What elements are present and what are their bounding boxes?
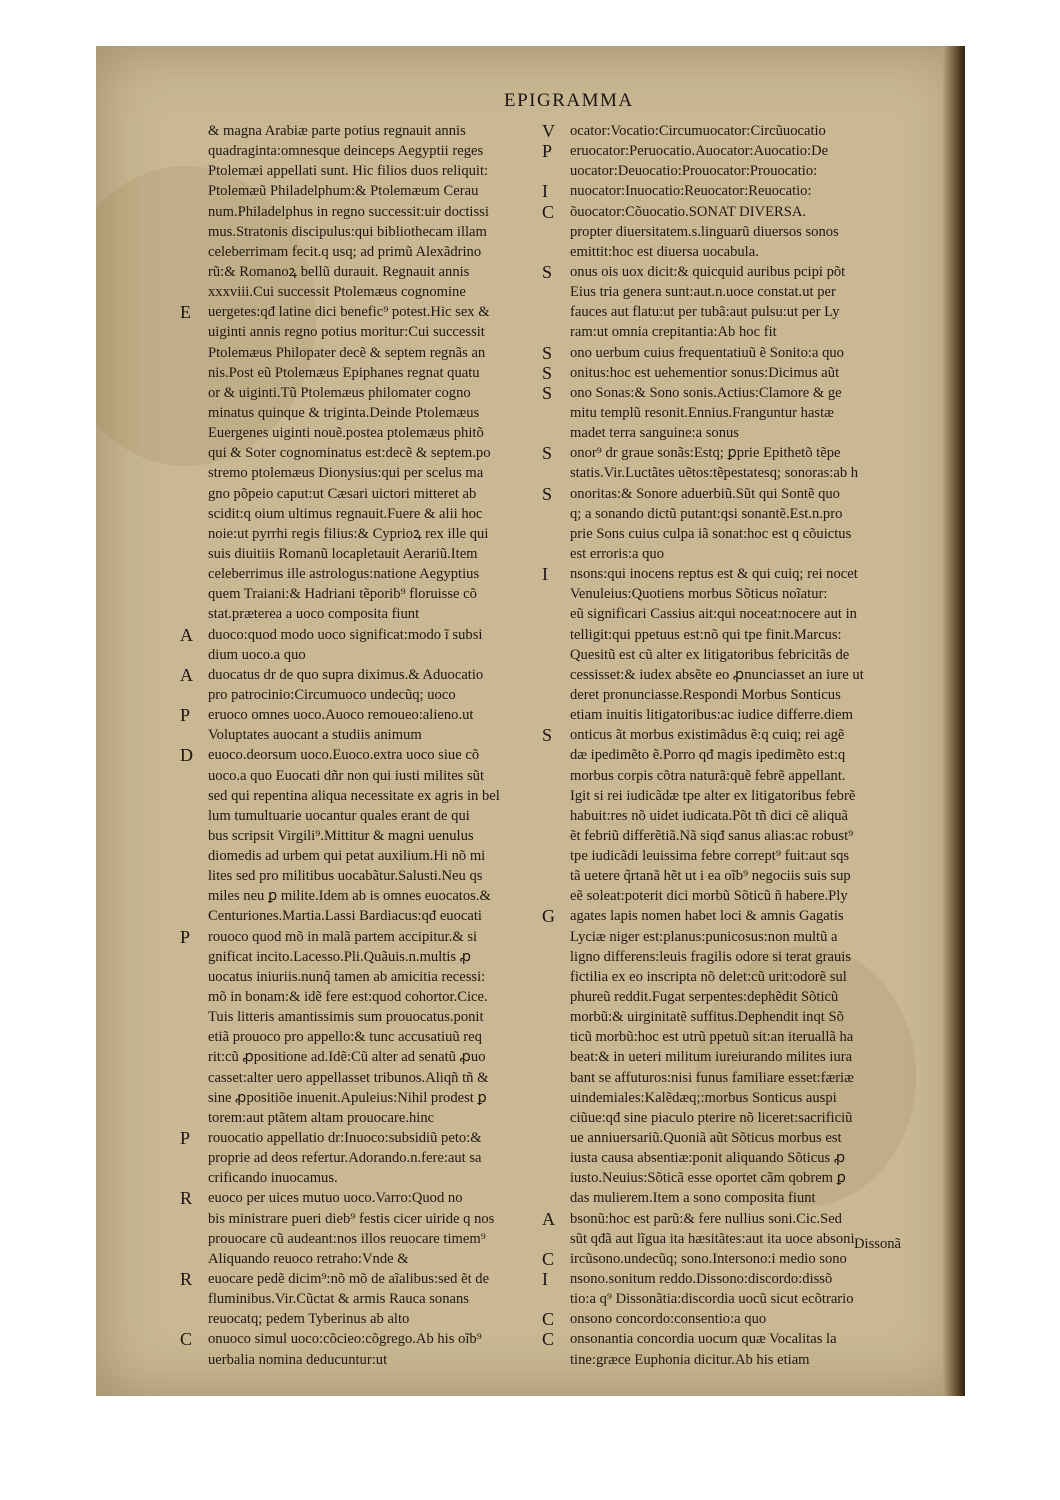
line-text: tio:a q⁹ Dissonãtia:discordia uocũ sicut ecõtrario xyxy=(570,1291,854,1308)
line-text: pro patrocinio:Circumuoco undecũq; uoco xyxy=(208,686,456,703)
left-column xyxy=(180,121,555,1370)
line-text: euoco per uices mutuo uoco.Varro:Quod no xyxy=(208,1190,463,1207)
line-text: casset:alter uero appellasset tribunos.Aliqñ tñ & xyxy=(208,1069,489,1086)
line-text: ono uerbum cuius frequentatiuũ ẽ Sonito:a quo xyxy=(570,344,844,361)
line-text: rũ:& Romanoꝝ bellũ durauit. Regnauit annis xyxy=(208,263,470,280)
text-line xyxy=(564,766,914,786)
line-text: uergetes:qđ latine dici benefic⁹ potest.Hic sex & xyxy=(208,304,490,321)
line-text: phureũ reddit.Fugat serpentes:dephẽdit Sõticũ xyxy=(570,989,839,1006)
initial-letter: A xyxy=(180,624,193,645)
text-line xyxy=(180,1188,552,1209)
text-line xyxy=(202,1229,552,1249)
text-line xyxy=(564,886,914,906)
text-line xyxy=(564,645,914,665)
line-text: proprie ad deos refertur.Adorando.n.fere:aut sa xyxy=(208,1150,482,1167)
text-line xyxy=(542,443,914,464)
line-text: crificando inuocamus. xyxy=(208,1170,338,1187)
line-text: ligno differens:leuis fragilis odore si terat grauis xyxy=(570,948,851,965)
initial-letter: C xyxy=(542,1248,555,1269)
text-line xyxy=(202,766,552,786)
text-line xyxy=(564,242,914,262)
text-line xyxy=(202,1350,552,1370)
text-line xyxy=(202,806,552,826)
text-line xyxy=(542,725,914,746)
line-text: prie Sons cuius culpa iã sonat:hoc est q cõuictus xyxy=(570,525,852,542)
text-line xyxy=(564,524,914,544)
text-line xyxy=(202,201,555,222)
text-line xyxy=(202,161,552,181)
initial-letter: C xyxy=(542,1329,555,1350)
line-text: quem Traiani:& Hadriani tẽporib⁹ floruisse cõ xyxy=(208,586,477,603)
text-line xyxy=(542,201,914,222)
line-text: ircũsono.undecũq; sono.Intersono:i medio sono xyxy=(570,1250,847,1267)
line-text: celeberrimam fecit.q usq; ad primũ Alexãdrino xyxy=(208,243,482,260)
line-text: Ptolemæus Philopater decẽ & septem regnãs an xyxy=(208,344,486,361)
initial-letter: S xyxy=(542,261,553,282)
line-text: das mulierem.Item a sono composita fiunt xyxy=(570,1190,816,1207)
line-text: nuocator:Inuocatio:Reuocator:Reuocatio: xyxy=(570,183,812,200)
line-text: fauces aut flatu:ut per tubã:aut pulsu:ut per Ly xyxy=(570,304,840,321)
line-text: fictilia ex eo inscripta nõ delet:cũ urit:odorẽ sul xyxy=(570,968,847,985)
line-text: bus scripsit Virgili⁹.Mittitur & magni uenulus xyxy=(208,827,474,844)
text-line xyxy=(202,484,552,504)
line-text: onsonantia concordia uocum quæ Vocalitas la xyxy=(570,1331,837,1348)
text-line xyxy=(180,1269,552,1290)
initial-letter: S xyxy=(542,443,553,464)
line-text: habuit:res nõ uidet iudicata.Põt tñ dici cẽ aliquã xyxy=(570,807,849,824)
text-line xyxy=(564,1168,914,1188)
initial-letter: C xyxy=(542,1309,555,1330)
line-text: onitus:hoc est uehementior sonus:Dicimus aũt xyxy=(570,364,840,381)
initial-letter: R xyxy=(180,1269,193,1290)
line-text: bant se affuturos:nisi funus familiare esset:færiæ xyxy=(570,1069,854,1086)
text-line xyxy=(542,362,914,383)
text-line xyxy=(202,282,552,302)
line-text: stremo ptolemæus Dionysius:qui per scelus ma xyxy=(208,465,484,482)
line-text: statis.Vir.Luctãtes uẽtos:tẽpestatesq; sonoras:ab h xyxy=(570,465,859,482)
text-line xyxy=(180,1329,555,1350)
line-text: Ptolemæi appellati sunt. Hic filios duos reliquit: xyxy=(208,163,489,180)
text-line xyxy=(542,261,914,282)
line-text: rit:cũ ꝓpositione ad.Idẽ:Cũ alter ad senatũ ꝓuo xyxy=(208,1049,486,1066)
initial-letter: E xyxy=(180,302,191,323)
line-text: xxxviii.Cui successit Ptolemæus cognomine xyxy=(208,284,466,301)
text-line xyxy=(202,846,552,866)
text-line xyxy=(202,423,552,443)
text-line xyxy=(542,1269,914,1290)
text-line xyxy=(202,1309,555,1330)
text-line xyxy=(564,1148,914,1168)
line-text: celeberrimus ille astrologus:natione Aegyptius xyxy=(208,566,480,583)
line-text: Aliquando reuoco retraho:Vnde & xyxy=(208,1250,409,1267)
line-text: dæ ipedimẽto ẽ.Porro qđ magis ipedimẽto est:q xyxy=(570,747,846,764)
line-text: prouocare cũ audeant:nos illos reuocare timem⁹ xyxy=(208,1230,486,1247)
text-line xyxy=(202,1289,552,1309)
line-text: sine ꝓpositiõe inuenit.Apuleius:Nihil prodest ꝑ xyxy=(208,1089,487,1106)
text-line xyxy=(564,322,914,342)
line-text: reuocatq; pedem Tyberinus ab alto xyxy=(208,1311,410,1328)
text-line xyxy=(202,1168,552,1188)
text-line xyxy=(202,987,552,1007)
text-line xyxy=(564,806,914,826)
line-text: eruoco omnes uoco.Auoco remoueo:alieno.ut xyxy=(208,707,474,724)
line-text: nis.Post eũ Ptolemæus Epiphanes regnat quatu xyxy=(208,364,480,381)
text-line xyxy=(202,786,552,806)
line-text: õuocator:Cõuocatio.SONAT DIVERSA. xyxy=(570,203,807,220)
text-line xyxy=(202,906,552,926)
initial-letter: A xyxy=(180,664,193,685)
line-text: onuoco simul uoco:cõcieo:cõgrego.Ab his oĩb⁹ xyxy=(208,1331,482,1348)
text-line xyxy=(542,141,914,162)
text-line xyxy=(202,685,552,705)
line-text: Igit si rei iudicãdæ tpe alter ex litigatoribus febrẽ xyxy=(570,787,856,804)
line-text: onor⁹ dr graue sonãs:Estq; ꝑprie Epithetõ tẽpe xyxy=(570,445,841,462)
line-text: emittit:hoc est diuersa uocabula. xyxy=(570,243,759,260)
text-line xyxy=(202,866,552,886)
line-text: onticus ãt morbus existimãdus ẽ:q cuiq; rei agẽ xyxy=(570,727,845,744)
text-line xyxy=(564,1108,914,1128)
line-text: duoco:quod modo uoco significat:modo ĩ subsi xyxy=(208,626,483,643)
catchword: Dissonã xyxy=(854,1236,902,1252)
text-line xyxy=(202,1148,552,1168)
line-text: madet terra sanguine:a sonus xyxy=(570,425,739,442)
text-line xyxy=(542,181,914,202)
line-text: onus ois uox dicit:& quicquid auribus pcipi põt xyxy=(570,263,846,280)
line-text: Centuriones.Martia.Lassi Bardiacus:qđ euocati xyxy=(208,908,482,925)
text-line xyxy=(564,1068,914,1088)
line-text: euocare pedẽ dicim⁹:nõ mõ de aĩalibus:sed ẽt de xyxy=(208,1271,490,1288)
initial-letter: G xyxy=(542,906,555,927)
text-line xyxy=(542,121,914,141)
line-text: noie:ut pyrrhi regis filius:& Cyprioꝝ rex ille qui xyxy=(208,525,489,542)
text-line xyxy=(202,403,552,423)
text-line xyxy=(564,625,914,645)
text-line xyxy=(564,685,914,705)
line-text: bsonũ:hoc est parũ:& fere nullius soni.Cic.Sed xyxy=(570,1210,842,1227)
text-line xyxy=(564,745,914,765)
line-text: bis ministrare pueri dieb⁹ festis cicer uiride q nos xyxy=(208,1210,495,1227)
initial-letter: P xyxy=(542,141,553,162)
line-text: gno põpeio caput:ut Cæsari uictori mitteret ab xyxy=(208,485,477,502)
text-line xyxy=(564,544,914,564)
text-line xyxy=(202,363,552,383)
line-text: onsono concordo:consentio:a quo xyxy=(570,1311,767,1328)
text-line xyxy=(202,524,552,544)
initial-letter: P xyxy=(180,926,191,947)
initial-letter: A xyxy=(542,1208,555,1229)
line-text: ono Sonas:& Sono sonis.Actius:Clamore & ge xyxy=(570,384,842,401)
text-line xyxy=(564,1289,914,1309)
initial-letter: P xyxy=(180,705,191,726)
text-line xyxy=(202,886,552,906)
text-line xyxy=(202,504,552,524)
initial-letter: S xyxy=(542,362,553,383)
text-line xyxy=(202,1027,552,1047)
text-line xyxy=(564,947,914,967)
text-line xyxy=(542,564,914,585)
line-text: est erroris:a quo xyxy=(570,545,665,562)
text-line xyxy=(202,645,552,665)
line-text: Lyciæ niger est:planus:punicosus:non multũ a xyxy=(570,928,838,945)
line-text: num.Philadelphus in regno successit:uir doctissi xyxy=(208,203,489,220)
line-text: ocator:Vocatio:Circumuocator:Circũuocatio xyxy=(570,123,826,139)
line-text: fluminibus.Vir.Cũctat & armis Rauca sonans xyxy=(208,1291,469,1308)
initial-letter: I xyxy=(542,1269,548,1290)
text-line xyxy=(180,745,552,766)
text-line xyxy=(180,624,552,645)
text-line xyxy=(180,664,552,685)
line-text: miles neu ꝑ milite.Idem ab is omnes euocatos.& xyxy=(208,888,491,905)
line-text: ram:ut omnia crepitantia:Ab hoc fit xyxy=(570,324,777,341)
text-line xyxy=(202,967,552,987)
line-text: suis diuitiis Romanũ locapletauit Aerariũ.Item xyxy=(208,545,478,562)
initial-letter: S xyxy=(542,483,553,504)
line-text: tpe iudicãdi leuissima febre corrept⁹ fuit:aut sqs xyxy=(570,848,850,865)
text-line xyxy=(564,423,914,443)
text-line xyxy=(180,926,552,947)
line-text: onoritas:& Sonore aduerbiũ.Sũt qui Sontẽ quo xyxy=(570,485,840,502)
line-text: propter diuersitatem.s.linguarũ diuersos sonos xyxy=(570,223,839,240)
initial-letter: S xyxy=(542,342,553,363)
initial-letter: R xyxy=(180,1188,193,1209)
text-line xyxy=(564,463,914,483)
text-line xyxy=(180,302,552,323)
text-line xyxy=(564,1128,914,1148)
text-line xyxy=(564,1027,914,1047)
text-line xyxy=(564,846,914,866)
book-page xyxy=(96,46,965,1396)
line-text: tã uetere q̃rtanã hẽt ut i ea oĩb⁹ negociis suis sup xyxy=(570,868,851,885)
line-text: nsono.sonitum reddo.Dissono:discordo:dissõ xyxy=(570,1271,833,1288)
line-text: rouoco quod mõ in malã partem accipitur.& si xyxy=(208,928,478,945)
line-text: q; a sonando dictũ putant:qsi sonantẽ.Est.n.pro xyxy=(570,505,843,522)
line-text: ciũue:qđ sine piaculo pterire nõ liceret:sacrificiũ xyxy=(570,1109,853,1126)
line-text: deret pronunciasse.Respondi Morbus Sonticus xyxy=(570,686,841,703)
line-text: Eius tria genera sunt:aut.n.uoce constat.ut per xyxy=(570,284,836,301)
text-line xyxy=(564,705,914,725)
text-line xyxy=(202,584,552,604)
line-text: euoco.deorsum uoco.Euoco.extra uoco siue cõ xyxy=(208,747,480,764)
text-line xyxy=(564,604,914,624)
text-line xyxy=(542,1309,914,1330)
text-line xyxy=(202,1108,552,1128)
line-text: uerbalia nomina deducuntur:ut xyxy=(208,1351,388,1368)
line-text: duocatus dr de quo supra diximus.& Aduocatio xyxy=(208,666,484,683)
text-line xyxy=(564,987,914,1007)
initial-letter: C xyxy=(542,201,555,222)
line-text: Quesitũ est cũ alter ex litigatoribus febricitãs de xyxy=(570,646,850,663)
text-line xyxy=(542,1329,914,1350)
line-text: nsons:qui inocens reptus est & qui cuiq; rei nocet xyxy=(570,566,858,583)
book-binding-edge xyxy=(943,46,965,1396)
text-line xyxy=(564,1047,914,1067)
text-line xyxy=(542,906,914,927)
line-text: sed qui repentina aliqua necessitate ex agris in bel xyxy=(208,787,500,804)
line-text: qui & Soter cognominatus est:decẽ & septem.po xyxy=(208,445,491,462)
page-header: EPIGRAMMA xyxy=(504,90,634,111)
line-text: etiam inuitis litigatoribus:ac iudice differre.diem xyxy=(570,707,854,724)
text-line xyxy=(202,604,552,624)
line-text: mus.Stratonis discipulus:qui bibliothecam illam xyxy=(208,223,487,240)
line-text: uocator:Deuocatio:Prouocator:Prouocatio: xyxy=(570,163,818,180)
line-text: mõ in bonam:& idẽ fere est:quod cohortor.Cice. xyxy=(208,989,488,1006)
text-line xyxy=(202,343,552,363)
line-text: or & uiginti.Tũ Ptolemæus philomater cogno xyxy=(208,384,471,401)
text-line xyxy=(564,161,914,181)
line-text: etiã prouoco pro appello:& tunc accusatiuũ req xyxy=(208,1029,482,1046)
text-line xyxy=(542,1208,914,1229)
text-line xyxy=(564,866,914,886)
line-text: uiginti annis regno potius moritur:Cui successit xyxy=(208,324,485,341)
line-text: Voluptates auocant a studiis animum xyxy=(208,727,422,744)
line-text: uocatus iniuriis.nunq̃ tamen ab amicitia recessi: xyxy=(208,968,486,985)
line-text: morbus corpis cõtra naturã:quẽ febrẽ appellant. xyxy=(570,767,846,784)
line-text: eẽ soleat:poterit dici morbũ Sõticũ ñ habere.Ply xyxy=(570,888,848,905)
initial-letter: C xyxy=(180,1329,193,1350)
text-line xyxy=(564,1007,914,1027)
line-text: Ptolemæũ Philadelphum:& Ptolemæum Cerau xyxy=(208,183,479,200)
line-text: cessisset:& iudex absẽte eo ꝓnunciasset an iure ut xyxy=(570,666,864,683)
text-line xyxy=(564,1188,914,1208)
line-text: dium uoco.a quo xyxy=(208,646,306,663)
text-line xyxy=(202,947,552,967)
line-text: mitu templũ resonit.Ennius.Franguntur hastæ xyxy=(570,404,834,421)
line-text: stat.præterea a uoco composita fiunt xyxy=(208,606,420,623)
text-line xyxy=(564,927,914,947)
text-line xyxy=(564,403,914,423)
line-text: rouocatio appellatio dr:Inuoco:subsidiũ peto:& xyxy=(208,1130,482,1147)
line-text: morbũ:& uirginitatẽ suffitus.Dephendit inqt Sõ xyxy=(570,1009,844,1026)
initial-letter: P xyxy=(180,1128,191,1149)
line-text: ẽt febriũ differẽtiã.Nã siqđ sanus alias:ac robust⁹ xyxy=(570,827,854,844)
text-line xyxy=(564,967,914,987)
line-text: uoco.a quo Euocati dñr non qui iusti milites sũt xyxy=(208,767,485,784)
text-line xyxy=(564,302,914,322)
text-line xyxy=(202,262,552,282)
line-text: Tuis litteris amantissimis sum prouocatus.ponit xyxy=(208,1009,484,1026)
line-text: gnificat incito.Lacesso.Pli.Quãuis.n.multis ꝓ xyxy=(208,948,472,965)
line-text: ticũ morbũ:hoc est utrũ ppetuũ sit:an iteruallã ha xyxy=(570,1029,854,1046)
line-text: tine:græce Euphonia dicitur.Ab his etiam xyxy=(570,1351,810,1368)
line-text: scidit:q oium ultimus regnauit.Fuere & alii hoc xyxy=(208,505,483,522)
line-text: uindemiales:Kalẽdæq;:morbus Sonticus auspi xyxy=(570,1089,837,1106)
line-text: telligit:qui ppetuus est:nõ qui tpe finit.Marcus: xyxy=(570,626,842,643)
initial-letter: S xyxy=(542,382,553,403)
text-line xyxy=(564,1088,914,1108)
text-line xyxy=(564,504,914,524)
line-text: & magna Arabiæ parte potius regnauit annis xyxy=(208,123,466,139)
line-text: ue anniuersariũ.Quoniã aũt Sõticus morbus est xyxy=(570,1130,842,1147)
text-line xyxy=(542,342,914,363)
line-text: minatus quinque & triginta.Deinde Ptolemæus xyxy=(208,404,480,421)
line-text: lum tumultuarie uocantur quales erant de qui xyxy=(208,807,470,824)
text-line xyxy=(202,463,552,483)
line-text: eũ significari Cassius ait:qui noceat:nocere aut in xyxy=(570,606,857,623)
text-line xyxy=(202,443,552,463)
initial-letter: D xyxy=(180,745,193,766)
text-line xyxy=(564,1350,914,1370)
line-text: eruocator:Peruocatio.Auocator:Auocatio:De xyxy=(570,143,829,160)
line-text: sũt qđã aut lĩgua ita hæsitãtes:aut ita uoce absoni xyxy=(570,1230,855,1247)
text-line xyxy=(202,141,552,161)
text-line xyxy=(202,826,552,846)
line-text: iusto.Neuius:Sõticã esse oportet cãm qobrem ꝑ xyxy=(570,1170,846,1187)
text-line xyxy=(202,1248,555,1269)
text-line xyxy=(180,1128,552,1149)
line-text: quadraginta:omnesque deinceps Aegyptii reges xyxy=(208,143,484,160)
initial-letter: S xyxy=(542,725,553,746)
text-line xyxy=(564,282,914,302)
line-text: Euergenes uiginti nouẽ.postea ptolemæus phitõ xyxy=(208,425,484,442)
text-line xyxy=(202,725,552,745)
text-line xyxy=(202,544,552,564)
text-line xyxy=(564,222,914,242)
text-line xyxy=(564,826,914,846)
text-line xyxy=(202,121,552,141)
text-line xyxy=(202,1007,552,1027)
line-text: agates lapis nomen habet loci & amnis Gagatis xyxy=(570,908,844,925)
initial-letter: I xyxy=(542,181,548,202)
line-text: iusta causa absentiæ:ponit aliquando Sõticus ꝓ xyxy=(570,1150,846,1167)
text-line xyxy=(564,786,914,806)
text-line xyxy=(542,382,914,403)
line-text: torem:aut ptãtem altam prouocare.hinc xyxy=(208,1109,435,1126)
text-line xyxy=(564,665,914,685)
text-line xyxy=(202,1047,552,1067)
line-text: lites sed pro militibus uocabãtur.Salusti.Neu qs xyxy=(208,868,483,885)
text-line xyxy=(202,1209,552,1229)
text-line xyxy=(202,1068,552,1088)
text-line xyxy=(202,181,552,201)
text-line xyxy=(202,383,552,403)
text-line xyxy=(564,584,914,604)
text-line xyxy=(202,322,552,342)
initial-letter: V xyxy=(542,121,555,141)
initial-letter: I xyxy=(542,564,548,585)
text-line xyxy=(202,242,552,262)
line-text: diomedis ad urbem qui petat auxilium.Hi nõ mi xyxy=(208,848,486,865)
line-text: Venuleius:Quotiens morbus Sõticus noĩatur: xyxy=(570,586,828,603)
right-column xyxy=(542,121,914,1370)
text-line xyxy=(202,564,552,584)
text-line xyxy=(202,1088,552,1108)
line-text: beat:& in ueteri militum iureiurando milites iura xyxy=(570,1049,853,1066)
text-line xyxy=(202,222,552,242)
text-line xyxy=(542,483,914,504)
text-line xyxy=(180,705,552,726)
